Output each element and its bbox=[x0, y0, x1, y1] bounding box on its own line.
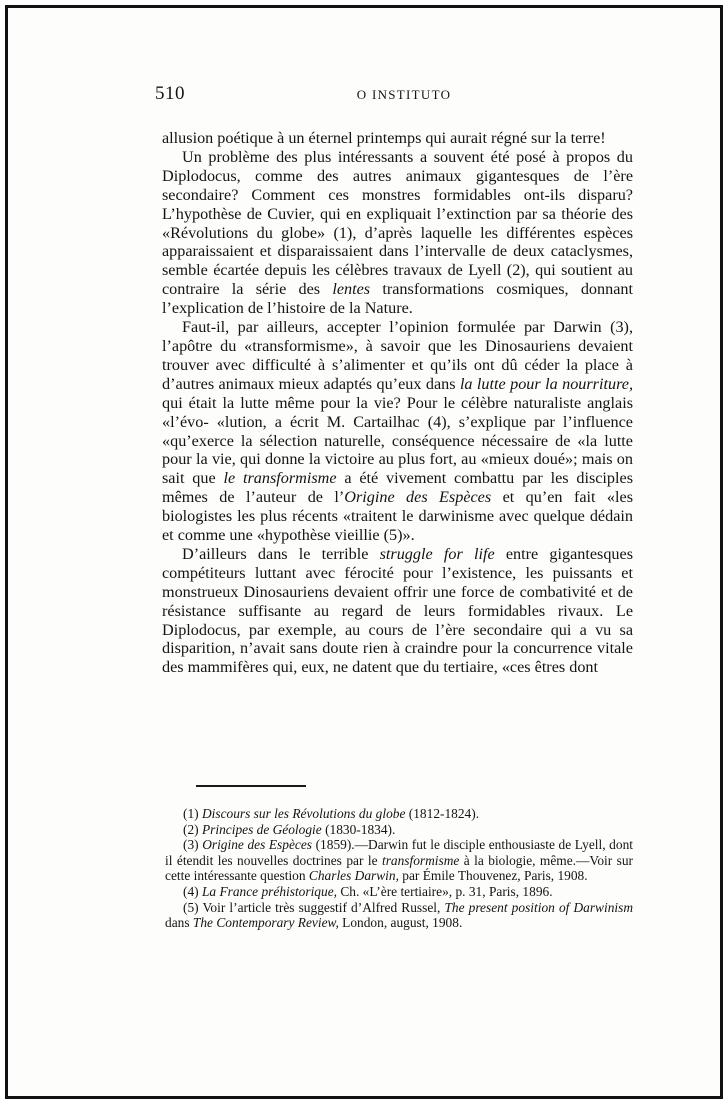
text-run: (1859).—Darwin fut le disciple enthousiaste de Lyell, dont il étendit les nouvelles doctrines par le bbox=[165, 837, 633, 868]
paragraph bbox=[162, 545, 633, 677]
text-run: (1812-1824). bbox=[405, 806, 480, 821]
text-run: Faut-il, par ailleurs, accepter l’opinion formulée par Darwin (3), l’apôtre du «transformisme», à savoir que les Dinosauriens devaient trouver avec difficulté à s’alimenter et qu’ils ont dû céder la place à d’autres animaux mieux adaptés qu’eux dans bbox=[162, 318, 633, 393]
italic-text: Origine des Espèces bbox=[344, 488, 492, 507]
text-run: (3) bbox=[183, 837, 203, 853]
text-run: (1) bbox=[183, 806, 202, 821]
italic-text: Origine des Espèces bbox=[202, 837, 313, 853]
italic-text: The Contemporary Review, bbox=[192, 915, 339, 931]
text-run: a été vivement combattu par les disciples mêmes de l’auteur de l’ bbox=[162, 469, 634, 507]
footnote bbox=[165, 900, 633, 931]
italic-text: Principes de Géologie bbox=[201, 821, 322, 837]
text-run: London, august, 1908. bbox=[338, 915, 463, 931]
italic-text: struggle for life bbox=[379, 544, 495, 563]
italic-text: Discours sur les Révolutions du globe bbox=[201, 806, 406, 821]
text-run: (1830-1834). bbox=[321, 821, 396, 837]
italic-text: La France préhistorique, bbox=[201, 883, 337, 899]
page-number: 510 bbox=[155, 83, 185, 104]
text-run: D’ailleurs dans le terrible bbox=[182, 544, 380, 563]
footnote bbox=[165, 806, 633, 822]
italic-text: le transformisme bbox=[223, 469, 337, 488]
running-title: O INSTITUTO bbox=[356, 87, 452, 102]
paragraph bbox=[162, 148, 633, 318]
text-run: (5) Voir l’article très suggestif d’Alfred Russel, bbox=[183, 899, 445, 915]
footnote-separator bbox=[196, 785, 306, 787]
italic-text: transformisme bbox=[381, 852, 460, 868]
paragraph bbox=[162, 129, 633, 148]
italic-text: lentes bbox=[332, 280, 371, 299]
text-run: qui était la lutte même pour la vie? Pour le célèbre naturaliste anglais «l’évo- «lution, a écrit M. Cartailhac (4), s’explique par l’influence «qu’exerce la sélection naturelle, conséquence nécessaire de «la lutte pour la vie, qui donne la victoire au plus fort, au «mieux doué»; mais on sait que bbox=[162, 393, 633, 488]
footnote bbox=[165, 884, 633, 900]
paragraph bbox=[162, 318, 633, 545]
body-text bbox=[162, 129, 633, 677]
text-run: à la biologie, même.—Voir sur cette intéressante question bbox=[165, 852, 634, 884]
text-run: allusion poétique à un éternel printemps qui aurait régné sur la terre! bbox=[162, 129, 606, 147]
text-run: et qu’en fait «les biologistes les plus récents «traitent le darwinisme avec quelque dédain et comme une «hypothèse vieillie (5)». bbox=[162, 488, 633, 545]
text-run: Ch. «L’ère tertiaire», p. 31, Paris, 1896. bbox=[336, 883, 553, 899]
text-run: transformations cosmiques, donnant l’explication de l’histoire de la Nature. bbox=[162, 280, 633, 318]
text-run: Un problème des plus intéressants a souvent été posé à propos du Diplodocus, comme des autres animaux gigantesques de l’ère secondaire? Comment ces monstres formidables ont-ils disparu? L’hypothèse de Cuvier, qui en expliquait l’extinction par sa théorie des «Révolutions du globe» (1), d’après laquelle les différentes espèces apparaissaient et disparaissaient dans l’intervalle de deux cataclysmes, semble écartée depuis les célèbres travaux de Lyell (2), qui soutient au contraire la série des bbox=[162, 147, 633, 299]
text-run: dans bbox=[165, 915, 193, 931]
italic-text: Charles Darwin, bbox=[308, 868, 399, 884]
footnotes bbox=[165, 806, 633, 931]
book-page bbox=[5, 5, 723, 1099]
italic-text: The present position of Darwinism bbox=[444, 899, 633, 915]
text-run: (2) bbox=[183, 821, 202, 837]
text-run: (4) bbox=[183, 883, 202, 899]
text-run: par Émile Thouvenez, Paris, 1908. bbox=[398, 868, 588, 884]
italic-text: la lutte pour la nourriture, bbox=[459, 374, 633, 393]
page-header bbox=[155, 83, 633, 109]
footnote bbox=[165, 822, 633, 838]
text-run: entre gigantesques compétiteurs luttant avec férocité pour l’existence, les puissants et monstrueux Dinosauriens devaient offrir une force de combativité et de résistance suffisante au regard de leurs formidables rivaux. Le Diplodocus, par exemple, au cours de l’ère secondaire qui a vu sa disparition, n’avait sans doute rien à craindre pour la concurrence vitale des mammifères qui, eux, ne datent que du tertiaire, «ces êtres dont bbox=[162, 544, 633, 677]
footnote bbox=[165, 837, 633, 884]
